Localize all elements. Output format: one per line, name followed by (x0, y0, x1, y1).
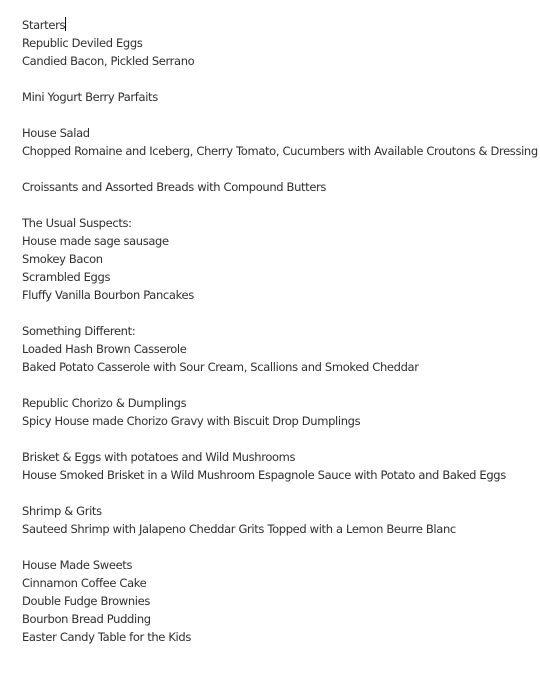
blank-line (22, 304, 532, 322)
text-line: Fluffy Vanilla Bourbon Pancakes (22, 288, 194, 302)
blank-line (22, 538, 532, 556)
text-line: Candied Bacon, Pickled Serrano (22, 54, 195, 68)
text-line (22, 16, 532, 34)
text-line: House made sage sausage (22, 234, 169, 248)
text-editor-area[interactable] (22, 16, 538, 646)
text-line: Croissants and Assorted Breads with Compound Butters (22, 180, 327, 194)
text-line: Mini Yogurt Berry Parfaits (22, 90, 158, 104)
text-line-content: Starters (22, 18, 66, 32)
text-line: Easter Candy Table for the Kids (22, 630, 191, 644)
text-line: Republic Deviled Eggs (22, 36, 143, 50)
text-line: Bourbon Bread Pudding (22, 612, 151, 626)
text-cursor (65, 17, 66, 31)
text-line: Chopped Romaine and Iceberg, Cherry Tomato, Cucumbers with Available Croutons & Dressing (22, 144, 538, 158)
text-line: Spicy House made Chorizo Gravy with Biscuit Drop Dumplings (22, 414, 361, 428)
text-line: House Smoked Brisket in a Wild Mushroom Espagnole Sauce with Potato and Baked Eggs (22, 468, 506, 482)
text-line: Cinnamon Coffee Cake (22, 576, 147, 590)
blank-line (22, 430, 532, 448)
text-line: Loaded Hash Brown Casserole (22, 342, 187, 356)
blank-line (22, 484, 532, 502)
text-line: Scrambled Eggs (22, 270, 111, 284)
text-line: Double Fudge Brownies (22, 594, 151, 608)
text-line: House Salad (22, 126, 90, 140)
text-line: The Usual Suspects: (22, 216, 132, 230)
text-line: House Made Sweets (22, 558, 133, 572)
text-line: Brisket & Eggs with potatoes and Wild Mushrooms (22, 450, 296, 464)
text-line: Baked Potato Casserole with Sour Cream, Scallions and Smoked Cheddar (22, 360, 419, 374)
text-line: Republic Chorizo & Dumplings (22, 396, 187, 410)
blank-line (22, 106, 532, 124)
text-line: Smokey Bacon (22, 252, 103, 266)
text-line: Shrimp & Grits (22, 504, 102, 518)
blank-line (22, 376, 532, 394)
text-line: Sauteed Shrimp with Jalapeno Cheddar Grits Topped with a Lemon Beurre Blanc (22, 522, 456, 536)
blank-line (22, 160, 532, 178)
blank-line (22, 196, 532, 214)
blank-line (22, 70, 532, 88)
text-line: Something Different: (22, 324, 136, 338)
